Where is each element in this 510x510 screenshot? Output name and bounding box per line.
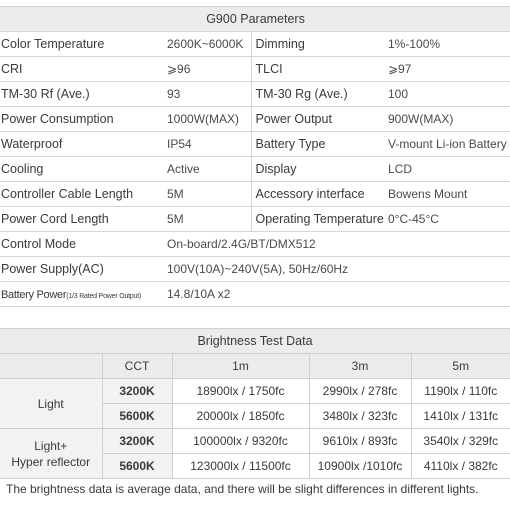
table-header-row: [0, 354, 510, 379]
brightness-value: 20000lx / 1850fc: [172, 404, 309, 429]
header-blank: [0, 354, 102, 379]
param-label: TM-30 Rf (Ave.): [0, 82, 166, 107]
param-value: IP54: [166, 132, 251, 157]
brightness-value: 2990lx / 278fc: [309, 379, 411, 404]
table-row: [0, 57, 510, 82]
brightness-title: Brightness Test Data: [0, 329, 510, 354]
param-note: (1/3 Rated Power Output): [66, 293, 142, 300]
footnote: The brightness data is average data, and there will be slight differences in different lights.: [6, 482, 479, 496]
param-label: Display: [251, 157, 387, 182]
param-value: ⩾97: [387, 57, 510, 82]
param-value: 2600K~6000K: [166, 32, 251, 57]
param-label: Power Cord Length: [0, 207, 166, 232]
brightness-value: 3480lx / 323fc: [309, 404, 411, 429]
param-label: Dimming: [251, 32, 387, 57]
param-label: Power Consumption: [0, 107, 166, 132]
brightness-value: 9610lx / 893fc: [309, 429, 411, 454]
param-label: Color Temperature: [0, 32, 166, 57]
table-row: [0, 232, 510, 257]
param-label: Controller Cable Length: [0, 182, 166, 207]
brightness-value: 100000lx / 9320fc: [172, 429, 309, 454]
param-value: 0°C-45°C: [387, 207, 510, 232]
brightness-value: 10900lx /1010fc: [309, 454, 411, 479]
brightness-value: 1190lx / 110fc: [411, 379, 510, 404]
param-value: LCD: [387, 157, 510, 182]
table-row: [0, 82, 510, 107]
brightness-value: 4110lx / 382fc: [411, 454, 510, 479]
param-value: Bowens Mount: [387, 182, 510, 207]
param-value: Active: [166, 157, 251, 182]
table-row: [0, 282, 510, 307]
param-value: 14.8/10A x2: [166, 282, 510, 307]
param-value: 1000W(MAX): [166, 107, 251, 132]
param-value: 93: [166, 82, 251, 107]
param-value: 900W(MAX): [387, 107, 510, 132]
param-value: 100: [387, 82, 510, 107]
param-value: 100V(10A)~240V(5A), 50Hz/60Hz: [166, 257, 510, 282]
brightness-value: 1410lx / 131fc: [411, 404, 510, 429]
param-label: CRI: [0, 57, 166, 82]
group-label: Light+ Hyper reflector: [0, 429, 102, 479]
cct-value: 5600K: [102, 454, 172, 479]
parameters-table: [0, 6, 510, 307]
param-label: Battery Type: [251, 132, 387, 157]
table-row: [0, 257, 510, 282]
brightness-table: [0, 328, 510, 479]
param-label: Cooling: [0, 157, 166, 182]
brightness-value: 3540lx / 329fc: [411, 429, 510, 454]
brightness-value: 18900lx / 1750fc: [172, 379, 309, 404]
param-label: Power Output: [251, 107, 387, 132]
brightness-value: 123000lx / 11500fc: [172, 454, 309, 479]
param-label: TLCI: [251, 57, 387, 82]
column-header: 1m: [172, 354, 309, 379]
param-label: TM-30 Rg (Ave.): [251, 82, 387, 107]
param-value: 5M: [166, 207, 251, 232]
param-label: Accessory interface: [251, 182, 387, 207]
cct-value: 3200K: [102, 379, 172, 404]
cct-value: 5600K: [102, 404, 172, 429]
param-label: Waterproof: [0, 132, 166, 157]
table-row: [0, 157, 510, 182]
param-label: Control Mode: [0, 232, 166, 257]
param-label: Power Supply(AC): [0, 257, 166, 282]
battery-power-label-cell: [0, 282, 166, 307]
param-value: 1%-100%: [387, 32, 510, 57]
param-value: On-board/2.4G/BT/DMX512: [166, 232, 510, 257]
table-row: [0, 182, 510, 207]
column-header: CCT: [102, 354, 172, 379]
column-header: 3m: [309, 354, 411, 379]
param-label: Operating Temperature: [251, 207, 387, 232]
table-row: [0, 107, 510, 132]
group-label: Light: [0, 379, 102, 429]
cct-value: 3200K: [102, 429, 172, 454]
column-header: 5m: [411, 354, 510, 379]
param-label: Battery Power: [1, 289, 67, 301]
param-value: 5M: [166, 182, 251, 207]
param-value: V-mount Li-ion Battery: [387, 132, 510, 157]
param-value: ⩾96: [166, 57, 251, 82]
table-row: [0, 32, 510, 57]
table-row: [0, 132, 510, 157]
table-row: [0, 379, 510, 404]
parameters-title: G900 Parameters: [0, 7, 510, 32]
table-row: [0, 429, 510, 454]
table-row: [0, 207, 510, 232]
